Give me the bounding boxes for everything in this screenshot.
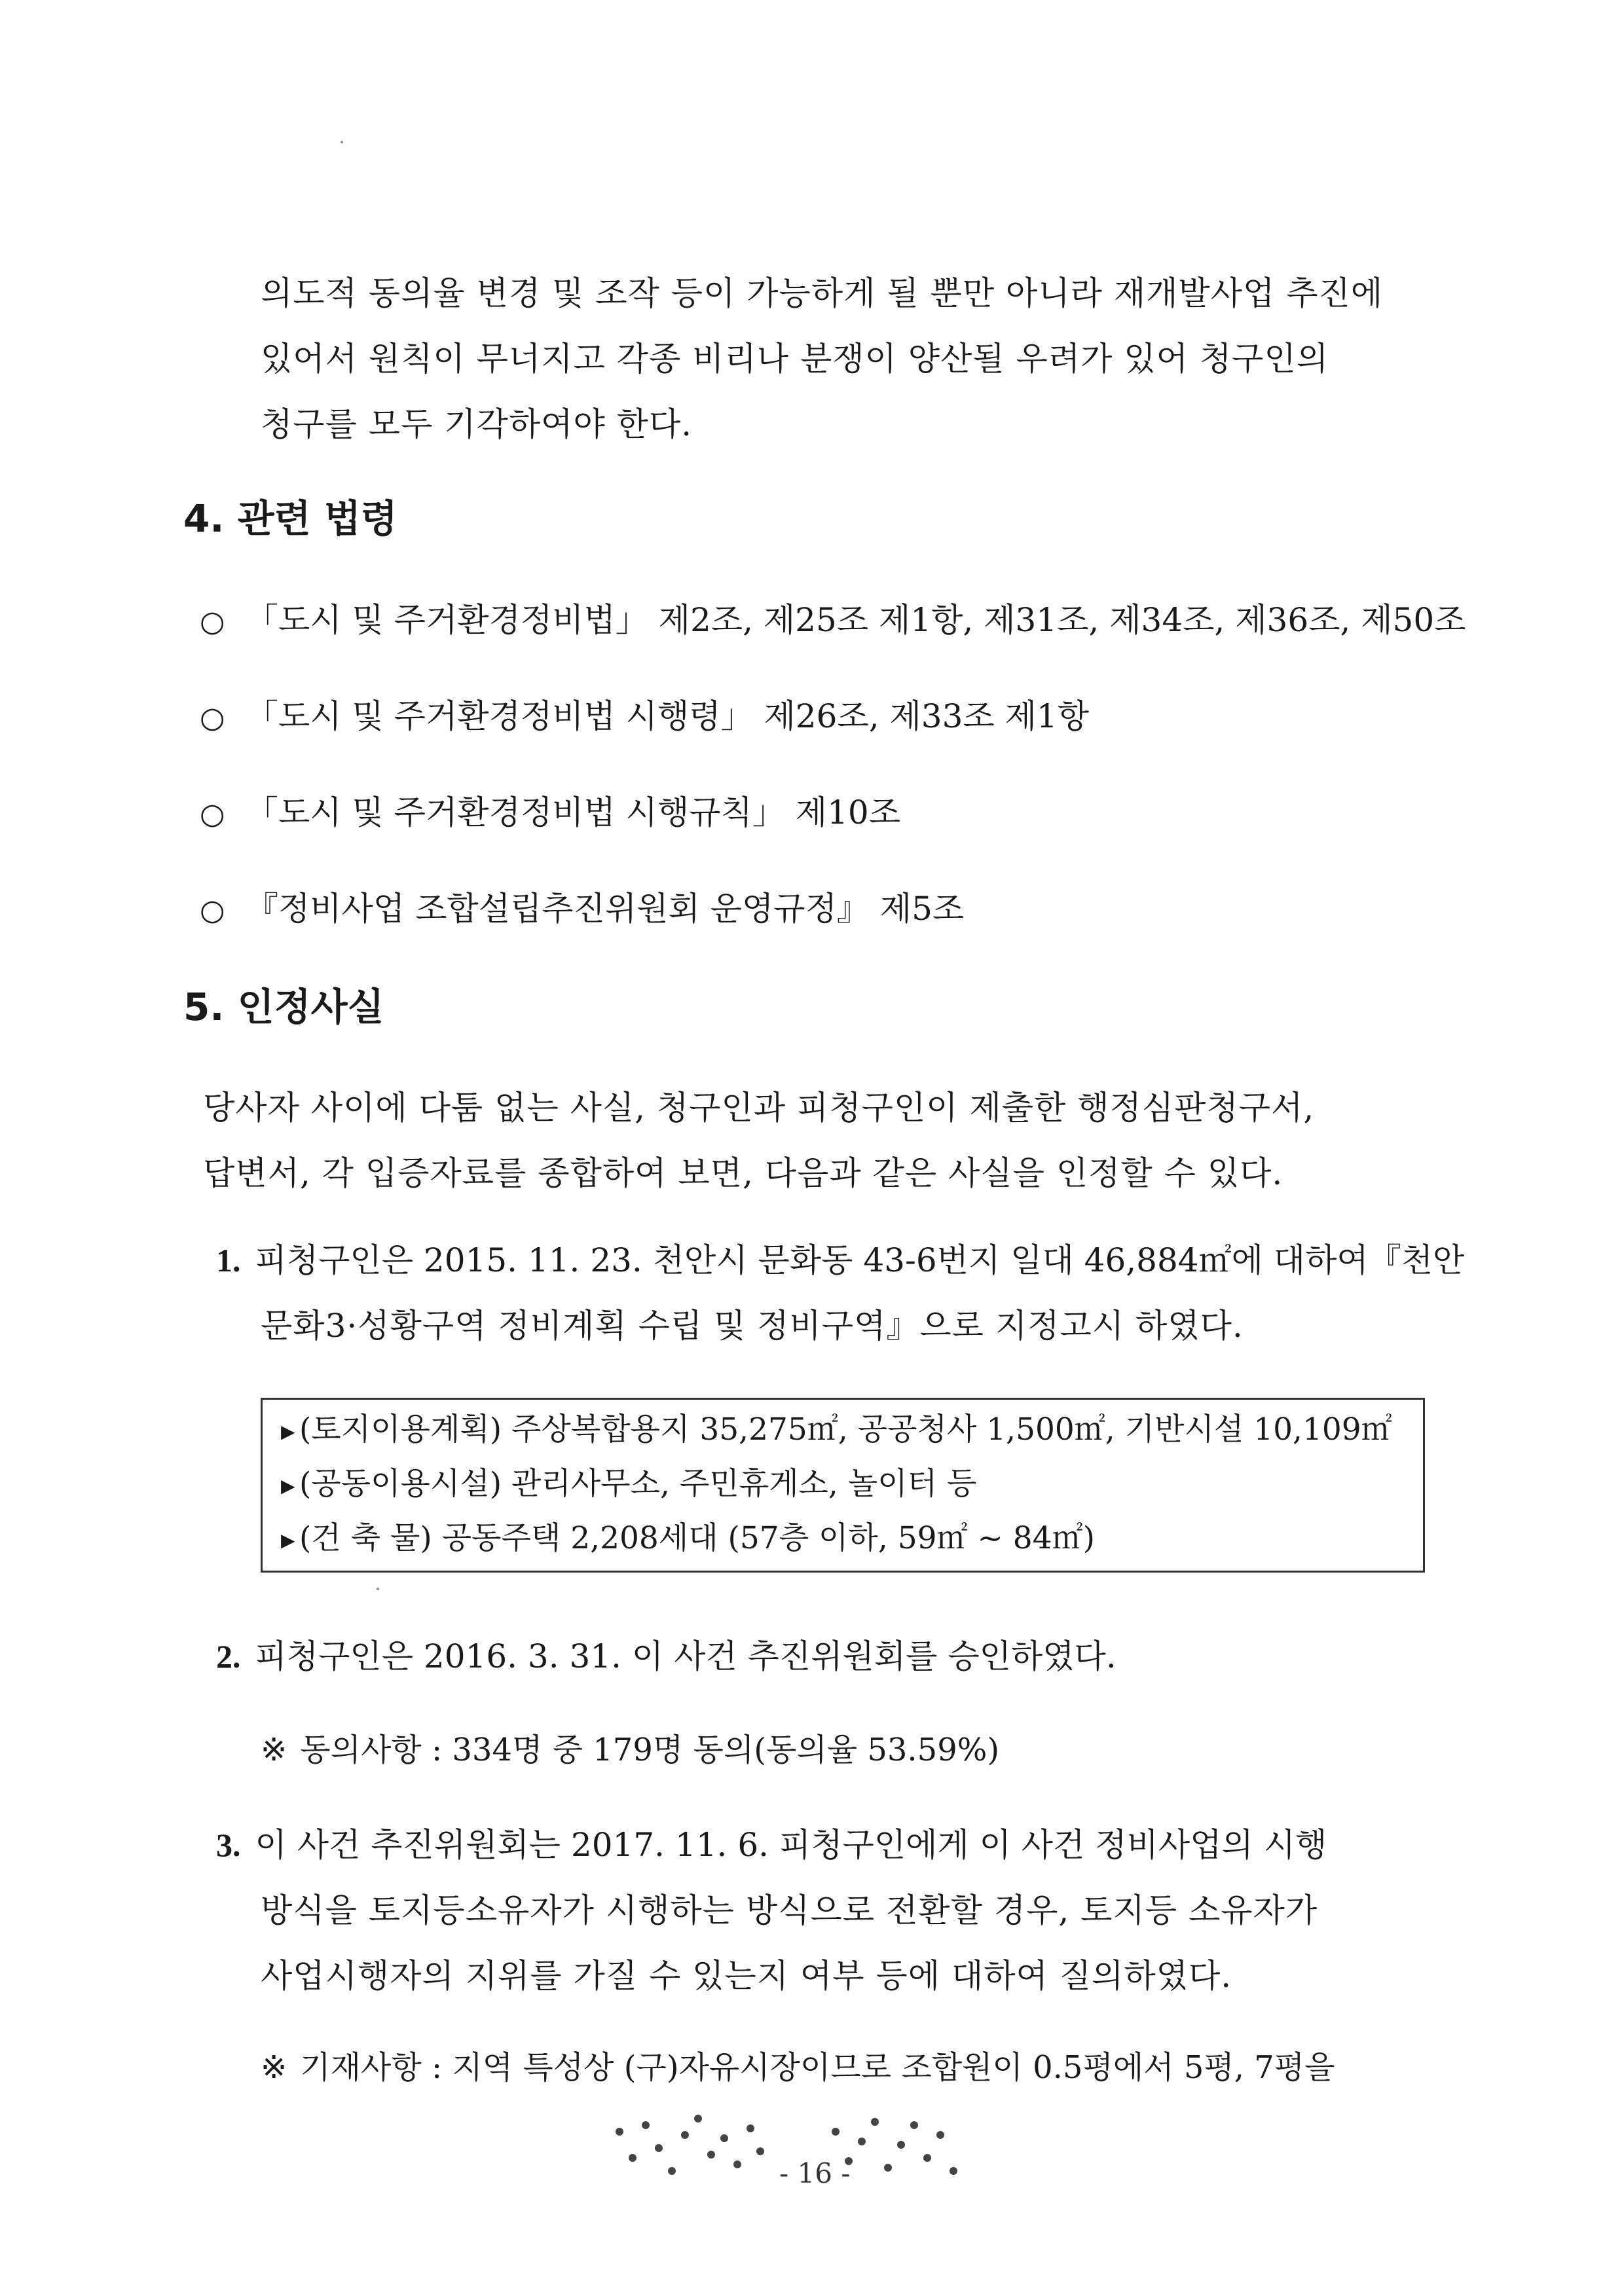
law-item-1 [200, 600, 1466, 642]
fact-1-line-2: 문화3·성황구역 정비계획 수립 및 정비구역』으로 지정고시 하였다. [261, 1307, 1244, 1345]
intro-line-2: 있어서 원칙이 무너지고 각종 비리나 분쟁이 양산될 우려가 있어 청구인의 [261, 340, 1329, 378]
consent-note [261, 1730, 999, 1770]
fact-3-line-2: 방식을 토지등소유자가 시행하는 방식으로 전환할 경우, 토지등 소유자가 [261, 1891, 1318, 1929]
triangle-marker-icon: ▶ [281, 1475, 295, 1497]
fact-3-line-1: 이 사건 추진위원회는 2017. 11. 6. 피청구인에게 이 사건 정비사업의 시행 [255, 1826, 1327, 1864]
law-item-text: 「도시 및 주거환경정비법 시행령」 제26조, 제33조 제1항 [246, 697, 1090, 735]
triangle-marker-icon: ▶ [281, 1529, 295, 1551]
triangle-marker-icon: ▶ [281, 1421, 295, 1442]
scan-speck [377, 1588, 379, 1590]
fact-3 [216, 1825, 1327, 1865]
fact-3-line-3: 사업시행자의 지위를 가질 수 있는지 여부 등에 대하여 질의하였다. [261, 1957, 1232, 1995]
law-item-text: 「도시 및 주거환경정비법」 제2조, 제25조 제1항, 제31조, 제34조, 제36조, 제50조 [246, 601, 1466, 639]
fact-2 [216, 1637, 1116, 1676]
box-row-text: (건 축 물) 공동주택 2,208세대 (57층 이하, 59㎡ ~ 84㎡) [299, 1520, 1095, 1556]
scan-speck [341, 141, 343, 143]
box-row-text: (토지이용계획) 주상복합용지 35,275㎡, 공공청사 1,500㎡, 기반시설 10,109㎡ [299, 1412, 1392, 1448]
intro-line-1: 의도적 동의율 변경 및 조작 등이 가능하게 될 뿐만 아니라 재개발사업 추진에 [261, 274, 1384, 312]
law-item-text: 『정비사업 조합설립추진위원회 운영규정』 제5조 [246, 890, 965, 928]
box-row-facilities [281, 1466, 976, 1504]
fact-number: 2. [216, 1638, 241, 1675]
box-row-text: (공동이용시설) 관리사무소, 주민휴게소, 놀이터 등 [299, 1466, 977, 1502]
section5-intro-line-2: 답변서, 각 입증자료를 종합하여 보면, 다음과 같은 사실을 인정할 수 있다. [203, 1154, 1283, 1192]
box-row-land-use [281, 1412, 1392, 1450]
circle-bullet-icon: ○ [200, 797, 225, 831]
zoning-details-box [261, 1398, 1425, 1573]
box-row-buildings [281, 1520, 1095, 1559]
circle-bullet-icon: ○ [200, 701, 225, 735]
circle-bullet-icon: ○ [200, 605, 225, 638]
law-item-3 [200, 793, 900, 834]
law-item-4 [200, 889, 964, 930]
fact-2-text: 피청구인은 2016. 3. 31. 이 사건 추진위원회를 승인하였다. [255, 1637, 1116, 1675]
circle-bullet-icon: ○ [200, 894, 225, 927]
reference-mark-icon: ※ [261, 1732, 287, 1768]
intro-line-3: 청구를 모두 기각하여야 한다. [261, 405, 693, 443]
section5-intro-line-1: 당사자 사이에 다툼 없는 사실, 청구인과 피청구인이 제출한 행정심판청구서, [203, 1089, 1315, 1127]
consent-note-text: 동의사항 : 334명 중 179명 동의(동의율 53.59%) [300, 1732, 1000, 1768]
section5-heading: 5. 인정사실 [183, 985, 384, 1029]
fact-1-line-1: 피청구인은 2015. 11. 23. 천안시 문화동 43-6번지 일대 46,884㎡에 대하여『천안 [255, 1241, 1465, 1279]
reference-mark-icon: ※ [261, 2049, 287, 2086]
fact-number: 3. [216, 1827, 241, 1863]
fact-1 [216, 1241, 1464, 1280]
remark-note [261, 2048, 1335, 2087]
law-item-2 [200, 697, 1089, 738]
remark-note-text: 기재사항 : 지역 특성상 (구)자유시장이므로 조합원이 0.5평에서 5평, 7평을 [300, 2049, 1335, 2086]
fact-number: 1. [216, 1242, 241, 1279]
law-item-text: 「도시 및 주거환경정비법 시행규칙」 제10조 [246, 793, 900, 831]
section4-heading: 4. 관련 법령 [183, 496, 397, 541]
page-number: - 16 - [779, 2157, 851, 2189]
